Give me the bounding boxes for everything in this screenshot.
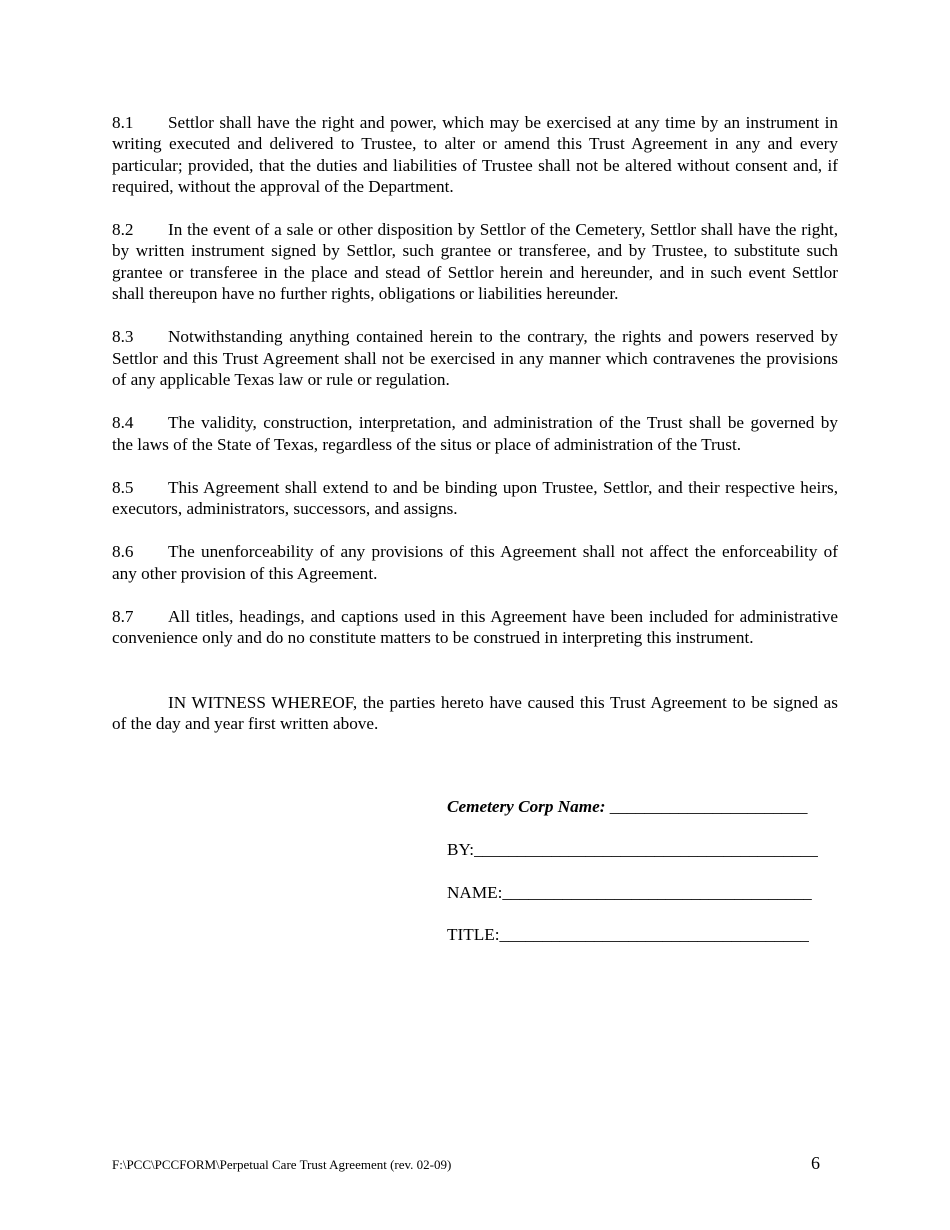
page-footer bbox=[112, 1153, 838, 1177]
section-8-4 bbox=[112, 412, 838, 455]
title-line bbox=[447, 924, 847, 945]
title-label: TITLE: bbox=[447, 925, 500, 945]
witness-clause: IN WITNESS WHEREOF, the parties hereto have caused this Trust Agreement to be signed as of the day and year first written above. bbox=[112, 692, 838, 733]
page-number: 6 bbox=[811, 1153, 820, 1173]
signature-block bbox=[447, 796, 847, 967]
section-8-1 bbox=[112, 112, 838, 197]
corp-name-blank: _______________________ bbox=[605, 797, 808, 816]
section-number: 8.3 bbox=[112, 327, 134, 347]
section-8-3 bbox=[112, 326, 838, 390]
file-path: F:\PCC\PCCFORM\Perpetual Care Trust Agreement (rev. 02-09) bbox=[112, 1157, 452, 1172]
section-8-2 bbox=[112, 219, 838, 304]
section-text: All titles, headings, and captions used in this Agreement have been included for administrative convenience only and do no constitute matters to be construed in interpreting this instrument. bbox=[112, 607, 838, 648]
section-number: 8.6 bbox=[112, 542, 134, 562]
section-text: Notwithstanding anything contained herein to the contrary, the rights and powers reserved by Settlor and this Trust Agreement shall not be exercised in any manner which contravenes the provisions of any applicable Texas law or rule or regulation. bbox=[112, 327, 838, 389]
section-8-7 bbox=[112, 606, 838, 649]
name-blank: ____________________________________ bbox=[502, 882, 812, 902]
section-number: 8.2 bbox=[112, 220, 134, 240]
section-text: In the event of a sale or other disposition by Settlor of the Cemetery, Settlor shall have the right, by written instrument signed by Settlor, such grantee or transferee, and by Trustee, to substitute such grantee or transferee in the place and stead of Settlor herein and hereunder, and in such event Settlor shall thereupon have no further rights, obligations or liabilities hereunder. bbox=[112, 220, 838, 304]
section-8-6 bbox=[112, 541, 838, 584]
section-text: The unenforceability of any provisions of this Agreement shall not affect the enforceability of any other provision of this Agreement. bbox=[112, 542, 838, 583]
section-8-5 bbox=[112, 477, 838, 520]
title-blank: ____________________________________ bbox=[499, 925, 809, 945]
by-blank: ________________________________________ bbox=[474, 839, 818, 859]
name-line bbox=[447, 882, 847, 903]
section-text: Settlor shall have the right and power, which may be exercised at any time by an instrument in writing executed and delivered to Trustee, to alter or amend this Trust Agreement in any and every particular; provided, that the duties and liabilities of Trustee shall not be altered without consent and, if required, without the approval of the Department. bbox=[112, 113, 838, 196]
corp-name-line bbox=[447, 796, 847, 817]
section-number: 8.1 bbox=[112, 113, 134, 132]
agreement-body bbox=[112, 112, 838, 734]
corp-name-label: Cemetery Corp Name: bbox=[447, 797, 606, 816]
name-label: NAME: bbox=[447, 882, 503, 902]
section-text: The validity, construction, interpretation, and administration of the Trust shall be governed by the laws of the State of Texas, regardless of the situs or place of administration of the Trust. bbox=[112, 413, 838, 454]
section-number: 8.4 bbox=[112, 413, 134, 433]
by-line bbox=[447, 839, 847, 860]
by-label: BY: bbox=[447, 839, 475, 859]
section-number: 8.5 bbox=[112, 477, 134, 497]
section-text: This Agreement shall extend to and be binding upon Trustee, Settlor, and their respective heirs, executors, administrators, successors, and assigns. bbox=[112, 477, 838, 519]
section-number: 8.7 bbox=[112, 607, 134, 627]
